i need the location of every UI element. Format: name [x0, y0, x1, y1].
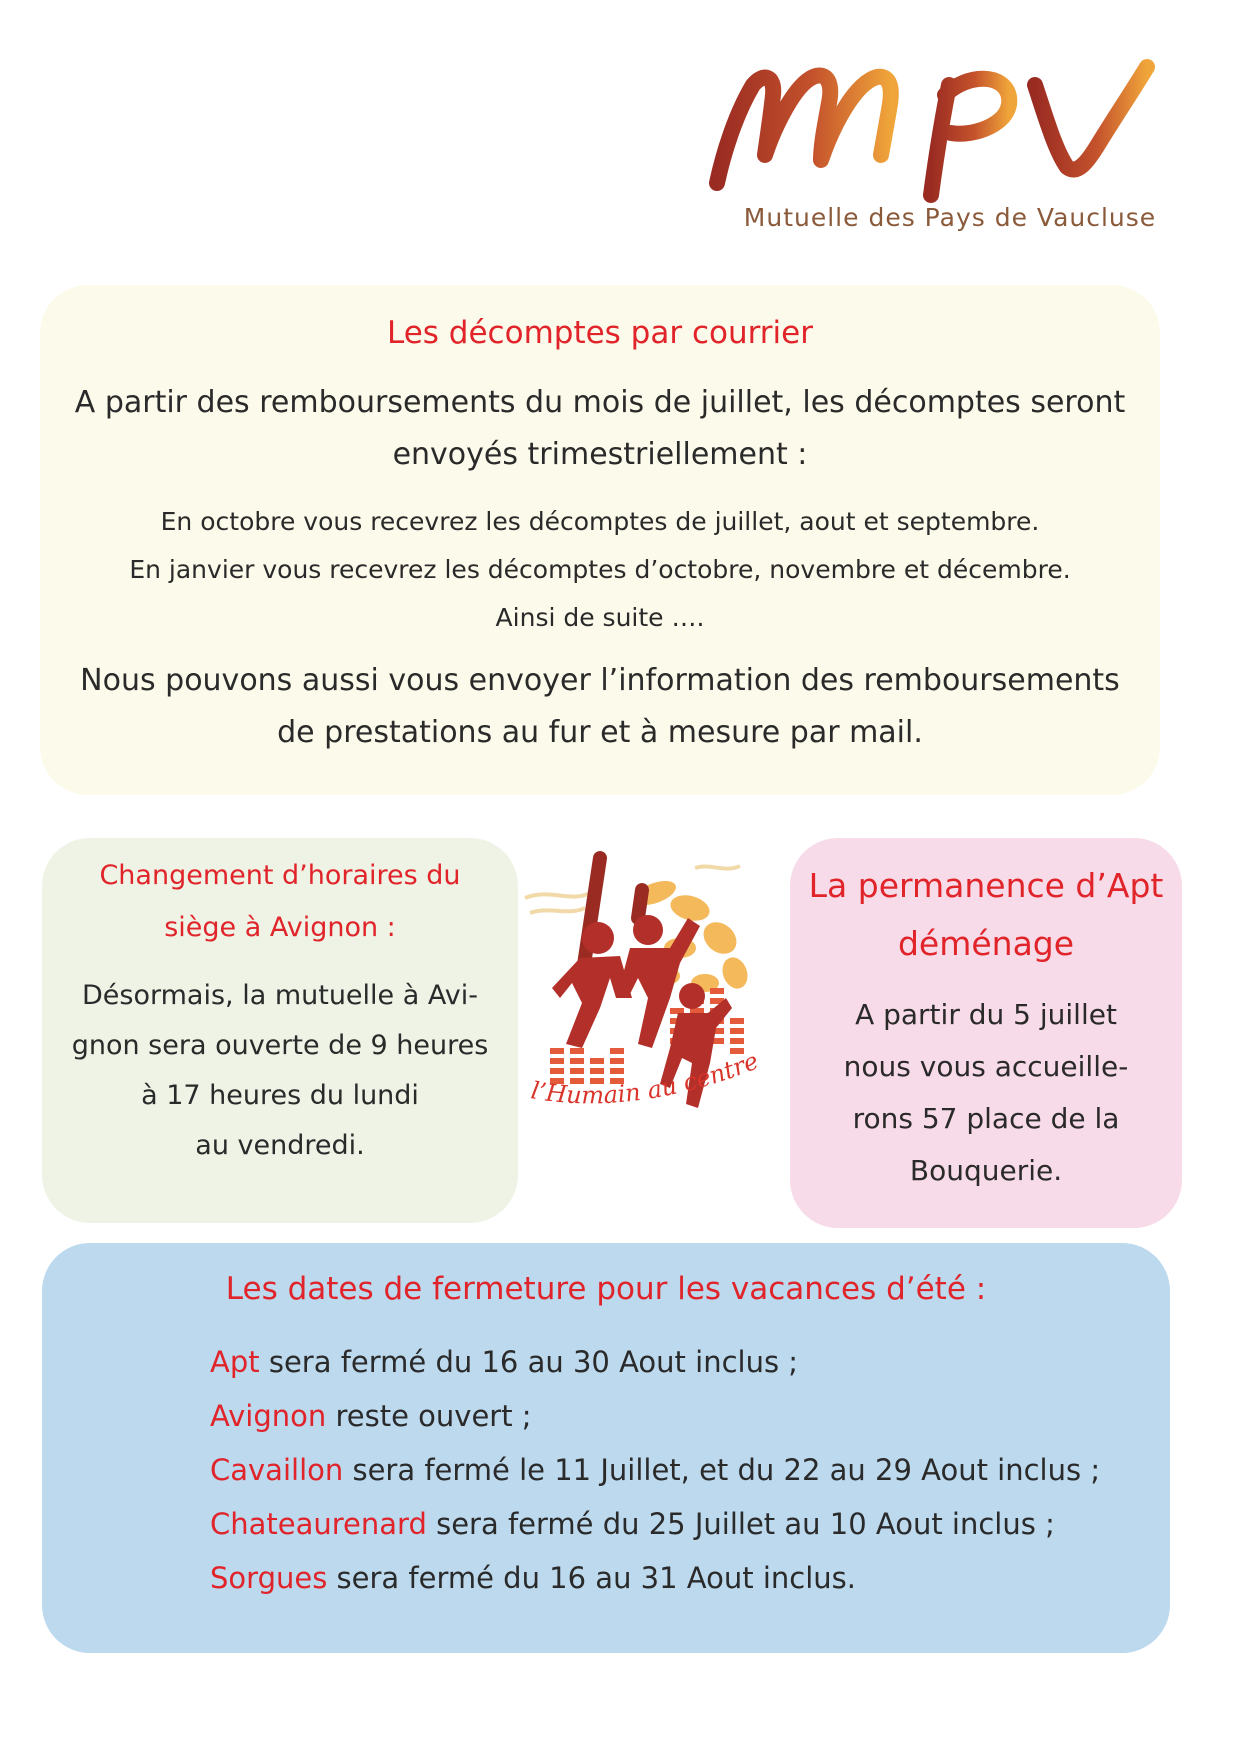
closure-item	[210, 1507, 1055, 1541]
closure-item	[210, 1453, 1100, 1487]
horaires-line: au vendredi.	[195, 1130, 365, 1161]
mpv-logo-mark	[705, 55, 1175, 205]
mpv-logo	[705, 55, 1175, 255]
apt-section	[790, 838, 1182, 1228]
courrier-schedule-line: En octobre vous recevrez les décomptes de juillet, aout et septembre.	[160, 507, 1040, 536]
closure-item	[210, 1561, 856, 1595]
horaires-line: à 17 heures du lundi	[141, 1080, 419, 1111]
horaires-line: Désormais, la mutuelle à Avi-	[82, 980, 478, 1011]
closure-text: sera fermé du 16 au 31 Aout inclus.	[327, 1561, 856, 1595]
apt-title: La permanence d’Apt	[808, 866, 1164, 905]
apt-line: nous vous accueille-	[843, 1050, 1129, 1083]
apt-line: A partir du 5 juillet	[855, 998, 1117, 1031]
vacances-title: Les dates de fermeture pour les vacances d’été :	[225, 1271, 987, 1307]
courrier-paragraph-line: envoyés trimestriellement :	[392, 437, 808, 472]
closure-place: Avignon	[210, 1399, 327, 1433]
courrier-paragraph-line: A partir des remboursements du mois de juillet, les décomptes seront	[74, 385, 1126, 420]
horaires-title: siège à Avignon :	[164, 912, 396, 943]
emblem-caption-text: l’Humain au centre	[528, 1046, 763, 1110]
humain-au-centre-emblem	[520, 848, 790, 1148]
closure-text: sera fermé le 11 Juillet, et du 22 au 29 Aout inclus ;	[343, 1453, 1101, 1487]
apt-line: Bouquerie.	[909, 1154, 1063, 1187]
emblem-caption-svg	[520, 848, 790, 1148]
closure-item	[210, 1399, 532, 1433]
apt-title: déménage	[897, 924, 1075, 963]
courrier-title: Les décomptes par courrier	[387, 315, 813, 351]
horaires-title: Changement d’horaires du	[99, 860, 461, 891]
logo-subtitle: Mutuelle des Pays de Vaucluse	[743, 203, 1157, 232]
courrier-schedule-line: En janvier vous recevrez les décomptes d’octobre, novembre et décembre.	[129, 555, 1071, 584]
closure-item	[210, 1345, 798, 1379]
closure-place: Apt	[210, 1345, 260, 1379]
closure-place: Cavaillon	[210, 1453, 344, 1487]
courrier-schedule-line: Ainsi de suite ….	[495, 603, 705, 632]
courrier-section	[40, 285, 1160, 795]
closure-place: Chateaurenard	[210, 1507, 427, 1541]
closure-text: reste ouvert ;	[326, 1399, 532, 1433]
courrier-paragraph-line: Nous pouvons aussi vous envoyer l’information des remboursements	[80, 663, 1120, 698]
vacances-section	[42, 1243, 1170, 1653]
emblem-caption-wrap	[520, 848, 790, 1152]
emblem-caption	[529, 1047, 762, 1110]
courrier-paragraph-line: de prestations au fur et à mesure par mail.	[277, 715, 923, 750]
closure-text: sera fermé du 25 Juillet au 10 Aout inclus ;	[426, 1507, 1055, 1541]
closure-place: Sorgues	[210, 1561, 328, 1595]
closure-text: sera fermé du 16 au 30 Aout inclus ;	[259, 1345, 799, 1379]
horaires-section	[42, 838, 518, 1223]
apt-line: rons 57 place de la	[852, 1102, 1120, 1135]
horaires-line: gnon sera ouverte de 9 heures	[71, 1030, 489, 1061]
